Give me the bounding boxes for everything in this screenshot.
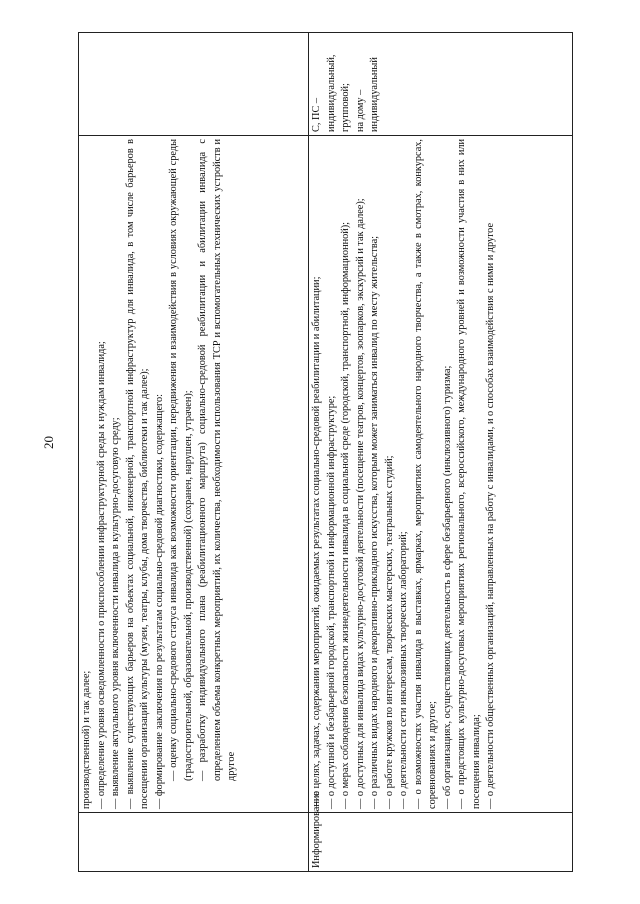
service-name-cell [79, 813, 309, 872]
service-name: Информирование [311, 791, 322, 868]
form-line: С, ПС – [311, 97, 322, 132]
content-line: производственной) и так далее; [81, 670, 92, 809]
content-line: — о деятельности сети инклюзивных творческих лабораторий; [398, 531, 409, 809]
form-line: индивидуальный [369, 57, 380, 132]
content-line: — о доступной и безбарьерной городской, транспортной и информационной инфраструктуре; [325, 395, 337, 809]
service-form-cell [309, 33, 573, 136]
page-number: 20 [41, 436, 56, 449]
content-line: — о целях, задачах, содержании мероприятий, ожидаемых результатах социально-средовой реабилитации и абилитации; [311, 276, 322, 809]
content-line: — выявление существующих барьеров на объектах социальной, инженерной, транспортной инфраструктур для инвалида, в том числе барьеров в посещении организаций культуры (музеи, театры, клубы, дома творчества, библиотеки и так далее); [124, 139, 150, 809]
content-line: — о работе кружков по интересам, творческих мастерских, театральных студий; [383, 455, 395, 809]
content-line: — о мерах соблюдения безопасности жизнедеятельности инвалида в социальной среде (городской, транспортной, информационной); [340, 221, 351, 809]
service-content-cell [309, 136, 573, 813]
service-form-cell [79, 33, 309, 136]
rotated-page-content [78, 34, 573, 872]
content-line: — формирование заключения по результатам социально-средовой диагностики, содержащего: [153, 393, 165, 809]
content-line: — разработку индивидуального плана (реабилитационного маршрута) социально-средовой реабилитации и абилитации инвалида с определением объема конкретных мероприятий, их количества, необходимости использования ТСР и вспомогательных технических устройств и другое [197, 139, 237, 781]
service-content-cell [79, 136, 309, 813]
form-line: на дому – [354, 89, 366, 132]
content-line: — о доступных для инвалида видах культурно-досуговой деятельности (посещение театров, концертов, зоопарков, экскурсий и так далее); [354, 198, 366, 809]
service-name-cell [309, 791, 573, 872]
form-line: групповой; [340, 83, 351, 132]
content-line: — о возможностях участия инвалида в выставках, ярмарках, мероприятиях самодеятельного народного творчества, а также в смотрах, конкурсах, соревнованиях и другое; [412, 139, 438, 809]
form-line: индивидуальный, [325, 54, 337, 132]
content-line: — о предстоящих культурно-досуговых мероприятиях регионального, всероссийского, международного уровней и возможности участия в них или посещения инвалида; [456, 139, 482, 809]
table-row [309, 33, 573, 872]
content-line: — о различных видах народного и декоративно-прикладного искусства, которым может заниматься инвалид по месту жительства; [369, 235, 380, 809]
content-line: — определение уровня осведомленности о приспособлении инфраструктурной среды к нуждам инвалида; [95, 341, 107, 809]
services-table [78, 32, 573, 872]
content-line: — выявление актуального уровня включенности инвалида в культурно-досуговую среду; [110, 417, 121, 809]
content-line: — об организациях, осуществляющих деятельность в сфере безбарьерного (инклюзивного) туризма; [441, 365, 453, 809]
content-line: — о деятельности общественных организаций, направленных на работу с инвалидами, и о способах взаимодействия с ними и другое [485, 222, 496, 809]
table-row [79, 33, 309, 872]
content-line: — оценку социально-средового статуса инвалида как возможности ориентации, передвижения и взаимодействия в условиях окружающей среды (градостроительной, образовательной, производственной) (сохранен, нарушен, утрачен); [168, 139, 194, 781]
